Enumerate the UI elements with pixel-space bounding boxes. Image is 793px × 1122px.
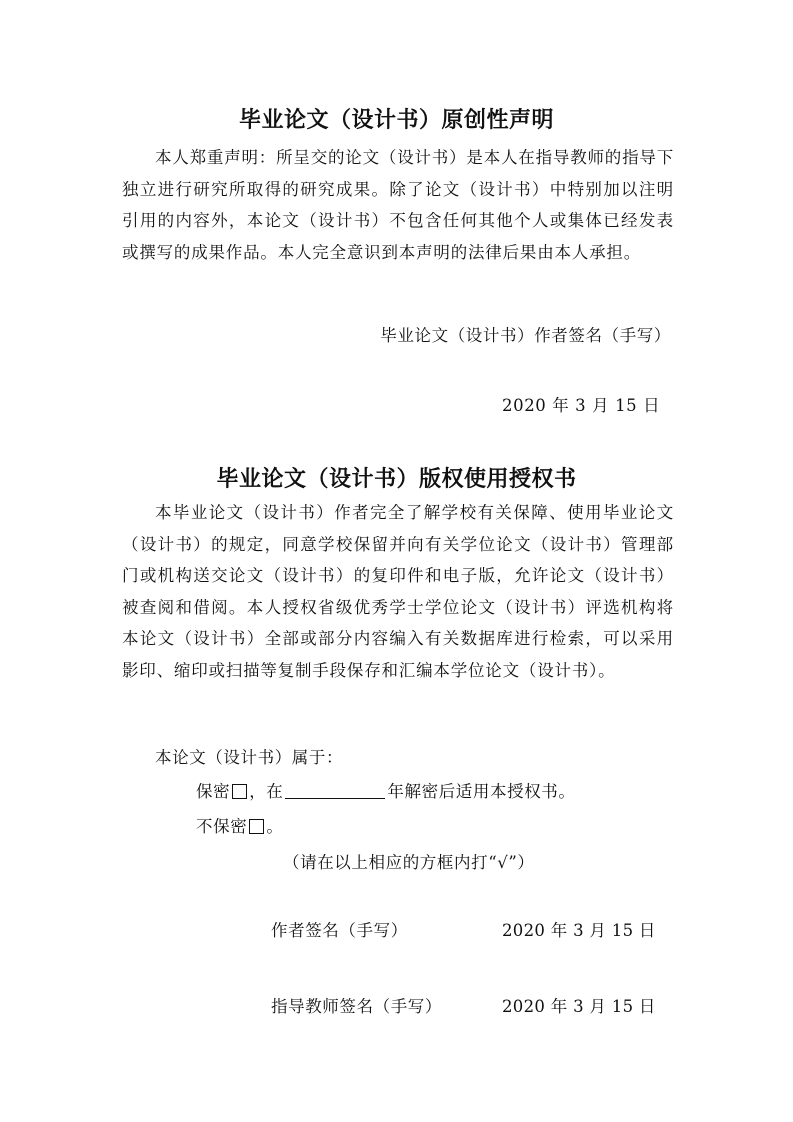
confidential-checkbox[interactable] <box>232 784 247 799</box>
originality-signature-label: 毕业论文（设计书）作者签名（手写） <box>380 326 671 345</box>
authorization-body: 本毕业论文（设计书）作者完全了解学校有关保障、使用毕业论文（设计书）的规定，同意学校保留并向有关学位论文（设计书）管理部门或机构送交论文（设计书）的复印件和电子版，允许论文（设计书）被查阅和借阅。本人授权省级优秀学士学位论文（设计书）评选机构将本论文（设计书）全部或部分内容编入有关数据库进行检索，可以采用影印、缩印或扫描等复制手段保存和汇编本学位论文（设计书）。 <box>122 503 674 680</box>
nonconfidential-option <box>196 813 283 837</box>
advisor-signature-date: 2020 年 3 月 15 日 <box>502 997 656 1016</box>
checkbox-instruction: （请在以上相应的方框内打“√”） <box>283 853 535 872</box>
originality-body: 本人郑重声明：所呈交的论文（设计书）是本人在指导教师的指导下独立进行研究所取得的研究成果。除了论文（设计书）中特别加以注明引用的内容外，本论文（设计书）不包含任何其他个人或集体已经发表或撰写的成果作品。本人完全意识到本声明的法律后果由本人承担。 <box>122 148 674 262</box>
advisor-signature-label: 指导教师签名（手写） <box>271 997 442 1016</box>
nonconfidential-label: 不保密 <box>196 817 248 836</box>
author-signature-date: 2020 年 3 月 15 日 <box>502 921 656 940</box>
nonconfidential-suffix-text: 。 <box>266 817 284 836</box>
declassify-year-blank[interactable] <box>285 782 385 799</box>
confidential-suffix-text: 年解密后适用本授权书。 <box>387 782 576 801</box>
confidential-mid-text: ，在 <box>249 782 284 801</box>
nonconfidential-checkbox[interactable] <box>249 819 264 834</box>
author-signature-label: 作者签名（手写） <box>271 921 408 940</box>
confidential-label: 保密 <box>196 782 231 801</box>
authorization-title: 毕业论文（设计书）版权使用授权书 <box>216 467 577 492</box>
originality-date: 2020 年 3 月 15 日 <box>502 396 661 415</box>
originality-title: 毕业论文（设计书）原创性声明 <box>238 108 554 133</box>
confidential-option <box>196 778 576 802</box>
belongs-label: 本论文（设计书）属于： <box>155 748 344 767</box>
